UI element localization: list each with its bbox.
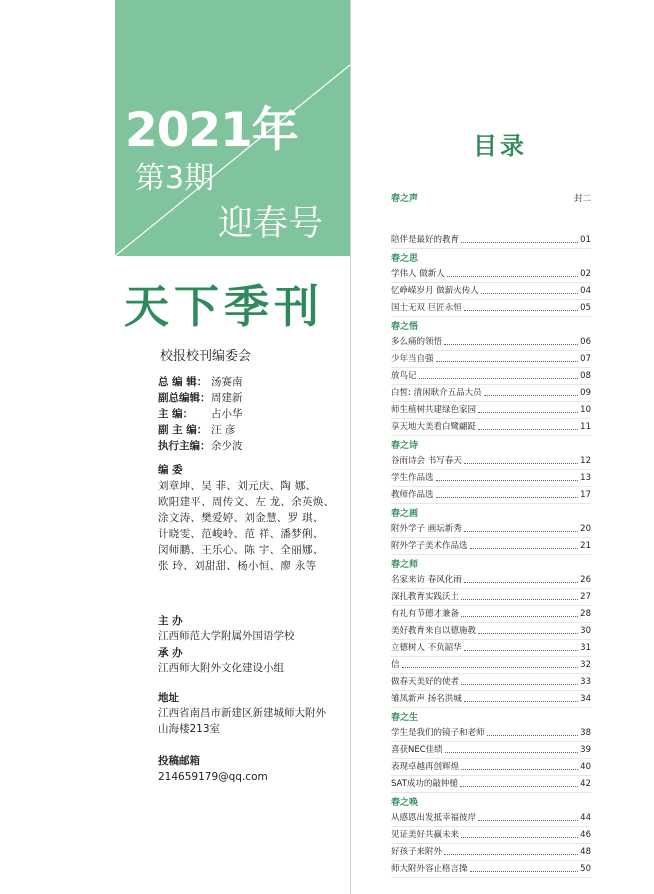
toc-entry-title: 美好教育来自以德施教 [391, 626, 477, 636]
toc-category: 春之师 [391, 560, 419, 570]
toc-entry[interactable] [391, 776, 591, 793]
staff-row [158, 422, 243, 438]
toc-entry-page: 20 [580, 524, 591, 534]
toc-leader-dots [419, 378, 579, 379]
email-label: 投稿邮箱 [158, 755, 200, 767]
editors-line: 欧阳建平、周传文、左 龙、余英焕、 [158, 496, 335, 508]
host-value: 江西师范大学附属外国语学校 [158, 630, 295, 642]
toc-entry-title: 有礼有节德才兼备 [391, 609, 460, 619]
toc-leader-dots [464, 701, 578, 702]
staff-name: 汪 彦 [211, 424, 236, 436]
toc-leader-dots [470, 548, 579, 549]
toc-entry-page: 06 [580, 337, 591, 347]
toc-entry[interactable] [391, 844, 591, 861]
toc-entry-title: 谷雨诗会 书写春天 [391, 456, 462, 466]
staff-name: 汤赛南 [211, 376, 243, 388]
toc-leader-dots [436, 497, 579, 498]
toc-category: 春之画 [391, 509, 419, 519]
toc-leader-dots [484, 395, 579, 396]
toc-leader-dots [461, 599, 578, 600]
toc-leader-dots [402, 667, 579, 668]
cover-edition: 迎春号 [218, 204, 324, 244]
toc-entry-title: 忆峥嵘岁月 做薪火传人 [391, 286, 479, 296]
toc-entry-title: 享天地大美看白鹭翩跹 [391, 422, 477, 432]
staff-name: 周建新 [211, 392, 243, 404]
toc-entry-title: SAT成功的敲钟槌 [391, 779, 458, 789]
toc-entry-title: 学伟人 做新人 [391, 269, 445, 279]
staff-list [158, 374, 243, 454]
toc-leader-dots [436, 480, 579, 481]
toc-leader-dots [464, 463, 578, 464]
toc-entry-title: 放鸟记 [391, 371, 417, 381]
toc-entry-page: 07 [580, 354, 591, 364]
toc-category: 春之思 [391, 254, 419, 264]
toc-entry-page: 01 [580, 235, 591, 245]
address-line: 江西省南昌市新建区新建城师大附外 [158, 707, 326, 719]
magazine-title: 天下季刊 [124, 280, 325, 333]
staff-role: 副总编辑： [158, 392, 211, 404]
toc-entry[interactable] [391, 470, 591, 487]
toc-leader-dots [461, 769, 578, 770]
table-of-contents [391, 192, 591, 878]
toc-entry-title: 见证美好共赢未来 [391, 830, 460, 840]
toc-entry-title: 师生植树共建绿色家园 [391, 405, 477, 415]
toc-entry[interactable] [391, 640, 591, 657]
toc-entry-title: 好孩子来附外 [391, 847, 443, 857]
toc-entry-page: 02 [580, 269, 591, 279]
toc-entry-page: 27 [580, 592, 591, 602]
toc-category: 春之诗 [391, 441, 419, 451]
toc-entry-title: 深扎教育实践沃土 [391, 592, 460, 602]
toc-entry-title: 喜获NEC佳绩 [391, 745, 443, 755]
cover-issue: 第3期 [135, 161, 215, 196]
toc-leader-dots [478, 412, 578, 413]
toc-leader-dots [478, 820, 578, 821]
toc-category: 春之生 [391, 713, 419, 723]
staff-role: 执行主编： [158, 440, 211, 452]
toc-entry[interactable] [391, 368, 591, 385]
toc-entry-page: 30 [580, 626, 591, 636]
toc-entry-title: 师大附外容止格言操 [391, 864, 468, 874]
toc-entry-title: 学生作品选 [391, 473, 434, 483]
organizer-value: 江西师大附外文化建设小组 [158, 662, 284, 674]
host-label: 主 办 [158, 615, 183, 627]
toc-entry-title: 雏凤新声 扬名洪城 [391, 694, 462, 704]
toc-entry[interactable] [391, 300, 591, 317]
toc-entry[interactable] [391, 453, 591, 470]
toc-entry-page: 32 [580, 660, 591, 670]
toc-entry[interactable] [391, 521, 591, 538]
toc-entry[interactable] [391, 623, 591, 640]
toc-entry[interactable] [391, 742, 591, 759]
editors-label: 编 委 [158, 464, 183, 476]
toc-entry-title: 做春天美好的使者 [391, 677, 460, 687]
toc-leader-dots [445, 752, 579, 753]
editors-list [158, 478, 338, 574]
toc-entry[interactable] [391, 589, 591, 606]
toc-entry-page: 08 [580, 371, 591, 381]
toc-entry-page: 39 [580, 745, 591, 755]
toc-entry-page: 40 [580, 762, 591, 772]
editors-line: 刘章坤、吴 菲、刘元庆、陶 娜、 [158, 480, 317, 492]
toc-leader-dots [464, 582, 578, 583]
toc-entry-page: 48 [580, 847, 591, 857]
toc-leader-dots [461, 242, 578, 243]
toc-first-category [391, 192, 591, 220]
toc-title: 目录 [473, 132, 527, 160]
email-value: 214659179@qq.com [158, 771, 268, 783]
toc-leader-dots [461, 616, 578, 617]
toc-entry-page: 13 [580, 473, 591, 483]
editors-line: 涂文涛、樊爱婷、刘金慧、罗 琪、 [158, 512, 324, 524]
toc-entry[interactable] [391, 266, 591, 283]
editors-line: 闵师鹏、王乐心、陈 宇、全丽娜、 [158, 544, 324, 556]
toc-entry-page: 10 [580, 405, 591, 415]
committee-heading: 校报校刊编委会 [160, 349, 252, 364]
toc-entry[interactable] [391, 759, 591, 776]
staff-row [158, 438, 243, 454]
toc-leader-dots [461, 684, 578, 685]
toc-entry[interactable] [391, 487, 591, 504]
toc-leader-dots [470, 871, 579, 872]
toc-entry-page: 17 [580, 490, 591, 500]
toc-entry-page: 31 [580, 643, 591, 653]
address-label: 地址 [158, 692, 179, 704]
toc-entry[interactable] [391, 657, 591, 674]
staff-row [158, 406, 243, 422]
staff-role: 主 编： [158, 408, 194, 420]
toc-entry[interactable] [391, 334, 591, 351]
toc-entry-title: 少年当自强 [391, 354, 434, 364]
toc-entry-page: 44 [580, 813, 591, 823]
toc-leader-dots [464, 531, 578, 532]
toc-entry-page: 09 [580, 388, 591, 398]
toc-entry[interactable] [391, 725, 591, 742]
toc-entry-title: 立德树人 不负韶华 [391, 643, 462, 653]
toc-entry-title: 表现卓越再创辉煌 [391, 762, 460, 772]
toc-category: 春之唤 [391, 798, 419, 808]
toc-entry[interactable] [391, 419, 591, 436]
staff-name: 余少波 [211, 440, 243, 452]
toc-entry-title: 附外学子 画坛新秀 [391, 524, 462, 534]
toc-entry[interactable] [391, 402, 591, 419]
toc-entry-page: 26 [580, 575, 591, 585]
toc-entry-title: 学生是我们的镜子和老师 [391, 728, 485, 738]
toc-leader-dots [487, 735, 579, 736]
toc-entry-title: 陪伴是最好的教育 [391, 235, 460, 245]
toc-entry-page: 42 [580, 779, 591, 789]
toc-entry-page: 04 [580, 286, 591, 296]
toc-leader-dots [444, 344, 578, 345]
toc-entry-title: 名家来访 春风化雨 [391, 575, 462, 585]
toc-entry-page: 12 [580, 456, 591, 466]
toc-entry-title: 附外学子美术作品选 [391, 541, 468, 551]
toc-leader-dots [478, 429, 578, 430]
toc-entry-page: 33 [580, 677, 591, 687]
toc-leader-dots [436, 361, 579, 362]
toc-leader-dots [464, 650, 578, 651]
staff-name: 占小华 [211, 408, 243, 420]
toc-entry-page: 34 [580, 694, 591, 704]
toc-entry-title: 白皙: 清闲耿介五品大员 [391, 388, 482, 398]
toc-leader-dots [444, 854, 578, 855]
toc-entry[interactable] [391, 674, 591, 691]
toc-category: 春之声 [391, 194, 419, 204]
staff-role: 总 编 辑： [158, 376, 208, 388]
toc-entry-page: 11 [580, 422, 591, 432]
toc-leader-dots [464, 310, 578, 311]
staff-role: 副 主 编： [158, 424, 208, 436]
toc-entry-title: 国士无双 巨匠永恒 [391, 303, 462, 313]
editors-line: 张 玲、刘甜甜、杨小恒、廖 永等 [158, 560, 317, 572]
toc-entry[interactable] [391, 691, 591, 708]
toc-leader-dots [481, 293, 578, 294]
toc-entry-title: 信 [391, 660, 400, 670]
organizer-label: 承 办 [158, 647, 183, 659]
address-line: 山海楼213室 [158, 723, 221, 735]
address-value [158, 705, 338, 737]
toc-entry-title: 从感恩出发抵幸福彼岸 [391, 813, 477, 823]
toc-body [391, 232, 591, 878]
toc-entry-page: 46 [580, 830, 591, 840]
toc-entry[interactable] [391, 827, 591, 844]
toc-entry[interactable] [391, 572, 591, 589]
toc-entry[interactable] [391, 385, 591, 402]
toc-entry[interactable] [391, 861, 591, 878]
toc-entry-page: 05 [580, 303, 591, 313]
toc-entry-page: 28 [580, 609, 591, 619]
staff-row [158, 374, 243, 390]
toc-entry-page: 21 [580, 541, 591, 551]
toc-entry[interactable] [391, 351, 591, 368]
toc-leader-dots [461, 837, 578, 838]
toc-entry[interactable] [391, 606, 591, 623]
cover-year: 2021年 [125, 103, 298, 158]
toc-category: 春之悟 [391, 322, 419, 332]
editors-line: 计晓雯、范峻岭、范 祥、潘梦俐、 [158, 528, 324, 540]
toc-page: 封二 [573, 194, 591, 204]
toc-entry[interactable] [391, 538, 591, 555]
staff-row [158, 390, 243, 406]
toc-entry[interactable] [391, 810, 591, 827]
toc-entry-page: 38 [580, 728, 591, 738]
toc-leader-dots [447, 276, 578, 277]
toc-entry-title: 教师作品选 [391, 490, 434, 500]
toc-leader-dots [478, 633, 578, 634]
toc-entry-page: 50 [580, 864, 591, 874]
toc-entry[interactable] [391, 283, 591, 300]
toc-leader-dots [460, 786, 578, 787]
toc-entry-title: 多么痛的领悟 [391, 337, 443, 347]
toc-entry[interactable] [391, 232, 591, 249]
